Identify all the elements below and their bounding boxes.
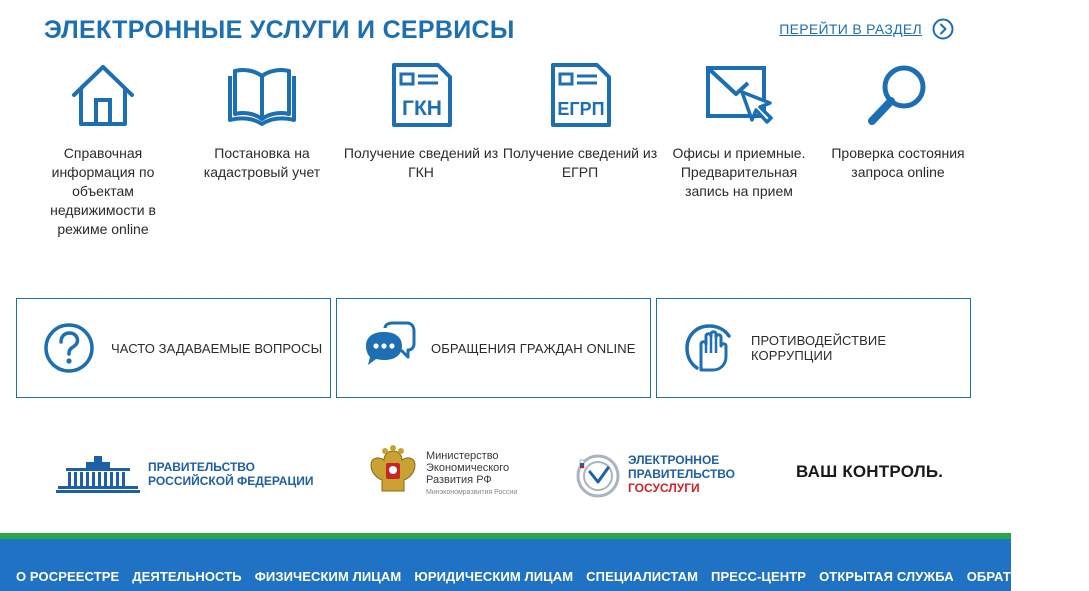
citizen-appeals-box[interactable] [336, 298, 651, 398]
service-item-egrp-info[interactable] [501, 62, 659, 182]
footer-nav-press-center[interactable]: ПРЕСС-ЦЕНТР [711, 569, 807, 584]
footer-nav-activity[interactable]: ДЕЯТЕЛЬНОСТЬ [132, 569, 242, 584]
book-icon [227, 62, 297, 128]
citizen-appeals-label: ОБРАЩЕНИЯ ГРАЖДАН ONLINE [431, 340, 636, 356]
chat-bubbles-icon [363, 322, 415, 374]
gosuslugi-logo-icon [574, 450, 622, 498]
footer-nav-legal-entities[interactable]: ЮРИДИЧЕСКИМ ЛИЦАМ [414, 569, 574, 584]
partner-control-link[interactable] [796, 462, 943, 482]
goto-section-link[interactable] [779, 18, 954, 40]
partner-egov-link[interactable] [574, 450, 735, 498]
partner-government-line2: РОССИЙСКОЙ ФЕДЕРАЦИИ [148, 474, 314, 488]
partner-ministry-line3: Развития РФ [426, 474, 492, 486]
services-row [16, 62, 976, 252]
partner-ministry-line1: Министерство [426, 450, 499, 462]
service-label: Постановка на кадастровый учет [203, 145, 321, 180]
partner-egov-line1: ЭЛЕКТРОННОЕ [628, 453, 720, 467]
faq-box[interactable] [16, 298, 331, 398]
service-label: Проверка состояния запроса online [831, 145, 965, 180]
service-item-offices-appointment[interactable] [660, 62, 818, 201]
footer-nav-individuals[interactable]: ФИЗИЧЕСКИМ ЛИЦАМ [254, 569, 402, 584]
partner-control-logo-text: ВАШ КОНТРОЛЬ. [796, 462, 944, 481]
chevron-right-circle-icon[interactable] [932, 18, 954, 40]
footer-nav-about[interactable]: О РОСРЕЕСТРЕ [16, 569, 120, 584]
partner-ministry-sub: Минэкономразвития России [426, 489, 518, 496]
document-icon-text: ГКН [402, 97, 442, 120]
service-item-reference-info[interactable] [24, 62, 182, 239]
faq-label: ЧАСТО ЗАДАВАЕМЫЕ ВОПРОСЫ [111, 340, 323, 356]
hand-stop-icon [683, 322, 735, 374]
footer-nav [16, 569, 1089, 584]
anti-corruption-label: ПРОТИВОДЕЙСТВИЕ КОРРУПЦИИ [751, 333, 887, 363]
section-title: ЭЛЕКТРОННЫЕ УСЛУГИ И СЕРВИСЫ [44, 16, 515, 44]
footer-nav-feedback[interactable]: ОБРАТНАЯ СВЯЗЬ [966, 569, 1089, 584]
government-building-icon [56, 454, 140, 494]
service-item-cadastral-registration[interactable] [183, 62, 341, 182]
service-label: Справочная информация по объектам недвижимости в режиме online [50, 145, 156, 237]
footer-nav-open-service[interactable]: ОТКРЫТАЯ СЛУЖБА [819, 569, 954, 584]
document-icon-text: ЕГРП [557, 99, 605, 119]
service-label: Получение сведений из ГКН [343, 145, 499, 180]
footer-nav-specialists[interactable]: СПЕЦИАЛИСТАМ [586, 569, 699, 584]
goto-section-label[interactable]: ПЕРЕЙТИ В РАЗДЕЛ [779, 21, 922, 37]
partner-ministry-line2: Экономического [426, 462, 510, 474]
service-item-gkn-info[interactable] [342, 62, 500, 182]
partner-government-line1: ПРАВИТЕЛЬСТВО [148, 460, 256, 474]
document-icon [545, 62, 615, 128]
magnifier-icon [863, 62, 933, 128]
question-icon [43, 322, 95, 374]
house-icon [68, 62, 138, 128]
partner-egov-line2: ПРАВИТЕЛЬСТВО [628, 467, 736, 481]
service-label: Офисы и приемные. Предварительная запись на прием [672, 145, 806, 199]
section-header [44, 14, 954, 50]
quick-links-row [16, 298, 972, 398]
envelope-cursor-icon [704, 62, 774, 128]
service-item-request-status[interactable] [819, 62, 977, 182]
anti-corruption-box[interactable] [656, 298, 971, 398]
partner-egov-line3: ГОСУСЛУГИ [628, 481, 700, 495]
footer-nav-bar [0, 533, 1089, 591]
partner-logos [0, 440, 1011, 510]
partner-ministry-link[interactable] [368, 445, 517, 501]
coat-of-arms-icon [368, 445, 418, 501]
document-icon [386, 62, 456, 128]
service-label: Получение сведений из ЕГРП [502, 145, 658, 180]
partner-government-link[interactable] [56, 454, 313, 494]
